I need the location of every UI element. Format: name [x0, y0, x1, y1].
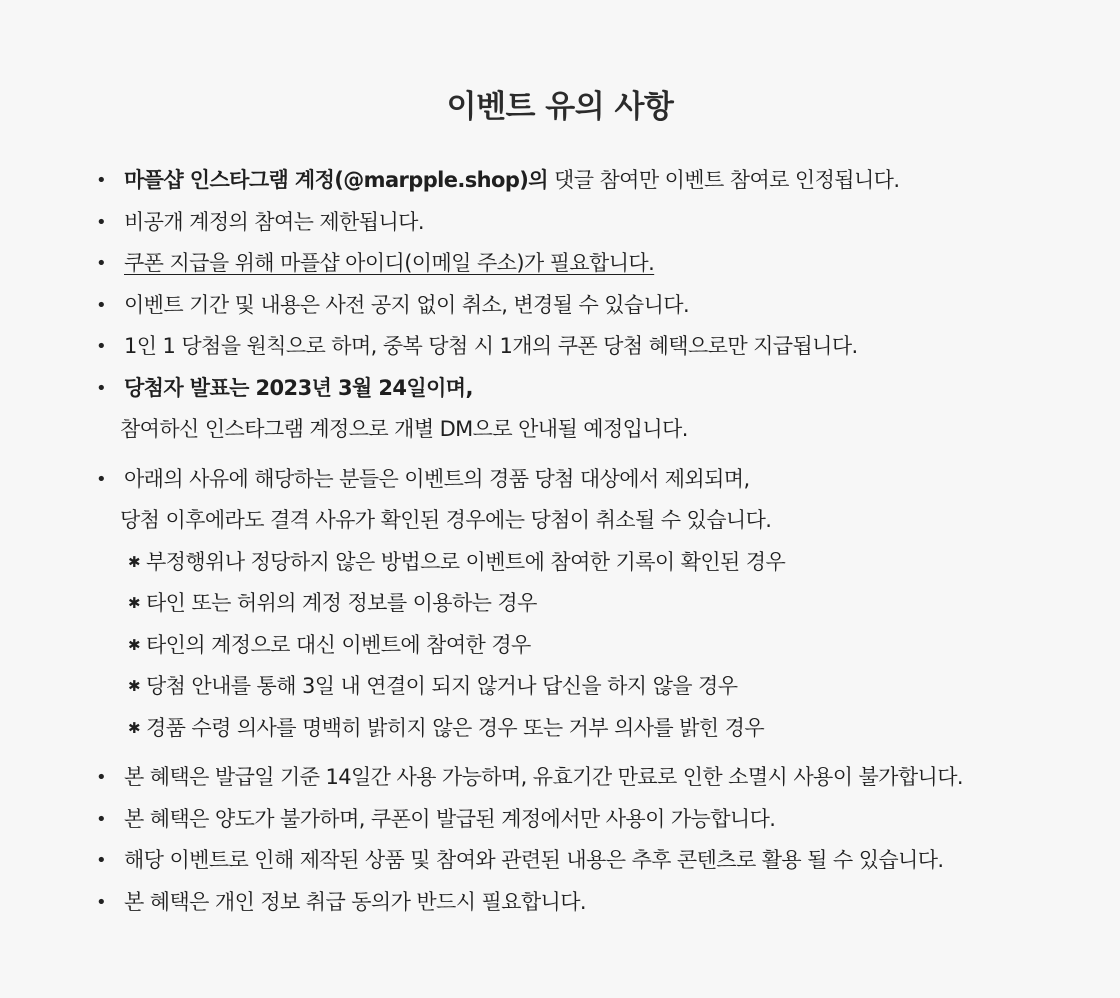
notice-item-change: [96, 285, 1096, 327]
exclusion-sub-list: [124, 542, 1096, 750]
asterisk-icon: ✱: [128, 552, 140, 571]
asterisk-icon: ✱: [128, 718, 140, 737]
notice-item-account-text: 댓글 참여만 이벤트 참여로 인정됩니다.: [547, 168, 900, 192]
asterisk-icon: ✱: [128, 677, 140, 695]
notice-item-privacy-text: 본 혜택은 개인 정보 취급 동의가 반드시 필요합니다.: [124, 889, 587, 914]
notice-item-exclusion: [96, 459, 1096, 750]
exclusion-sub-item: ✱ 부정행위나 정당하지 않은 방법으로 이벤트에 참여한 기록이 확인된 경우: [124, 542, 1096, 584]
notice-item-exclusion-line2: 당첨 이후에라도 결격 사유가 확인된 경우에는 당첨이 취소될 수 있습니다.: [120, 508, 772, 532]
notice-list: [96, 160, 1096, 923]
notice-item-announcement-bold: 당첨자 발표는 2023년 3월 24일이며,: [124, 375, 473, 400]
notice-item-private: [96, 202, 1096, 244]
notice-item-content-use-text: 해당 이벤트로 인해 제작된 상품 및 참여와 관련된 내용은 추후 콘텐츠로 활용 될 수 있습니다.: [124, 848, 944, 872]
notice-item-exclusion-line1: 아래의 사유에 해당하는 분들은 이벤트의 경품 당첨 대상에서 제외되며,: [124, 466, 750, 491]
page-title: 이벤트 유의 사항: [446, 88, 674, 125]
notice-item-transfer-text: 본 혜택은 양도가 불가하며, 쿠폰이 발급된 계정에서만 사용이 가능합니다.: [124, 806, 776, 831]
exclusion-sub-item: ✱ 경품 수령 의사를 명백히 밝히지 않은 경우 또는 거부 의사를 밝힌 경우: [124, 708, 1096, 750]
notice-item-transfer: [96, 799, 1096, 841]
notice-item-one-win: [96, 326, 1096, 368]
notice-item-content-use: [96, 840, 1096, 882]
notice-item-validity: [96, 757, 1096, 799]
notice-item-validity-text: 본 혜택은 발급일 기준 14일간 사용 가능하며, 유효기간 만료로 인한 소멸시 사용이 불가합니다.: [124, 765, 963, 789]
notice-item-change-text: 이벤트 기간 및 내용은 사전 공지 없이 취소, 변경될 수 있습니다.: [124, 292, 690, 317]
notice-item-account: [96, 160, 1096, 202]
asterisk-icon: ✱: [128, 635, 140, 654]
notice-item-coupon-id: [96, 243, 1096, 285]
exclusion-sub-item: ✱ 당첨 안내를 통해 3일 내 연결이 되지 않거나 답신을 하지 않을 경우: [124, 666, 1096, 708]
asterisk-icon: ✱: [128, 594, 140, 612]
notice-item-one-win-text: 1인 1 당첨을 원칙으로 하며, 중복 당첨 시 1개의 쿠폰 당첨 혜택으로만 지급됩니다.: [124, 334, 858, 358]
notice-item-account-bold: 마플샵 인스타그램 계정(@marpple.shop)의: [124, 168, 548, 192]
exclusion-sub-item: ✱ 타인 또는 허위의 계정 정보를 이용하는 경우: [124, 583, 1096, 625]
notice-item-announcement: [96, 368, 1096, 451]
notice-item-private-text: 비공개 계정의 참여는 제한됩니다.: [124, 209, 424, 234]
notice-item-announcement-line2: 참여하신 인스타그램 계정으로 개별 DM으로 안내될 예정입니다.: [120, 417, 688, 441]
notice-item-privacy: [96, 882, 1096, 924]
exclusion-sub-item: ✱ 타인의 계정으로 대신 이벤트에 참여한 경우: [124, 625, 1096, 667]
notice-item-coupon-id-text: 쿠폰 지급을 위해 마플샵 아이디(이메일 주소)가 필요합니다.: [124, 251, 655, 275]
